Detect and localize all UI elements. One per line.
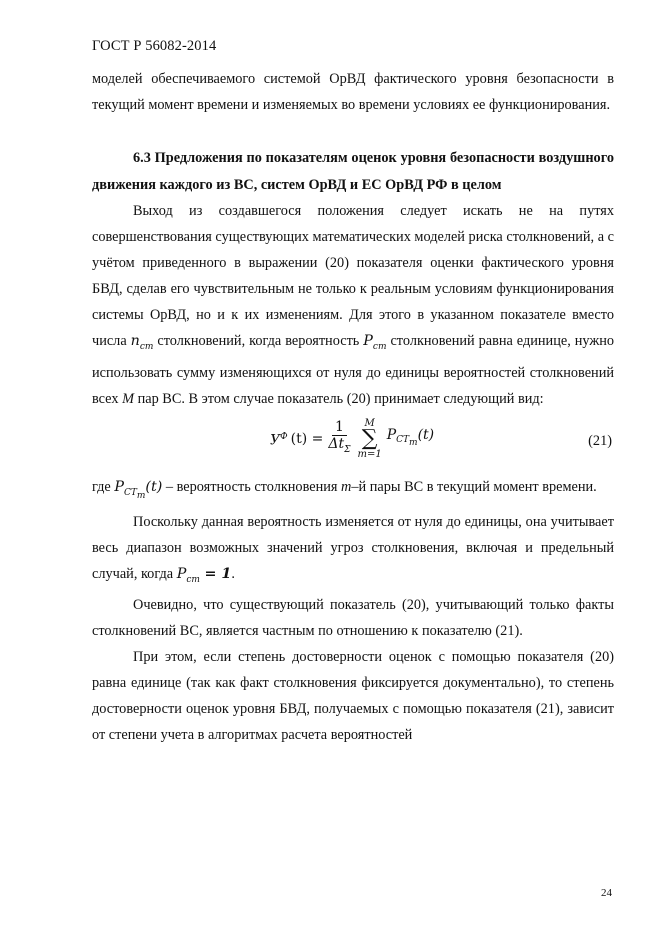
paragraph-1-text-b: столкновений, когда вероятность [157,333,360,349]
fraction-numerator: 1 [332,419,347,436]
symbol-n-st: $n_{ст}$ [130,333,154,352]
page-number: 24 [601,887,612,899]
formula-21 [92,414,614,470]
paragraph-2-text-b: – вероятность столкновения [165,478,338,495]
page-body [92,66,614,748]
paragraph-3 [92,509,614,593]
paragraph-1-text-d: пар ВС. В этом случае показатель (20) принимает следующий вид: [137,390,544,407]
paragraph-1-text-c: столкновений равна единице, нужно использовать сумму изменяющихся от нуля до единицы вероятностей столкновений всех [92,333,615,407]
sum-upper-limit: M [364,417,375,429]
symbol-m: M [122,390,134,407]
formula-argument: (t) = [290,430,324,447]
formula-expression [270,418,434,460]
intro-paragraph: моделей обеспечиваемого системой ОрВД фактического уровня безопасности в текущий момент времени и изменяемых во времени условиях ее функционирования. [92,71,614,113]
standard-title: ГОСТ Р 56082-2014 [92,38,217,54]
equation-number: (21) [588,432,612,449]
paragraph-2 [92,474,614,509]
formula-lhs: $У^Ф$ [270,432,288,449]
symbol-p-st-equals-one: $P_{ст} = 1$ [176,565,232,585]
sigma-symbol: ∑ [361,425,378,451]
paragraph-3-end: . [231,565,235,582]
paragraph-1 [92,198,614,412]
section-heading: 6.3 Предложения по показателям оценок уровня безопасности воздушного движения каждого из ВС, систем ОрВД и ЕС ОрВД РФ в целом [92,150,614,193]
paragraph-1-text-a: Выход из создавшегося положения следует искать не на путях совершенствования существующих математических моделей риска столкновений, а с учётом приведенного в выражении (20) показателя оценки фактического уровня БВД, сделав его чувствительным не только к реальным условиям функционирования системы ОрВД, но и к их изменениям. Для этого в указанном показателе вместо числа [92,203,614,349]
symbol-p-st: $P_{ст}$ [363,333,387,352]
symbol-m-lower: m [341,478,352,495]
paragraph-2-text-c: –й пары ВС в текущий момент времени. [351,478,597,495]
paragraph-5: При этом, если степень достоверности оценок с помощью показателя (20) равна единице (так как факт столкновения фиксируется документально), то степень достоверности оценок уровня БВД, получаемых с помощью показателя (21), зависит от степени учета в алгоритмах расчета вероятностей [92,649,614,744]
symbol-p-ct-m: $P_{CT_m}(t)$ [114,478,163,501]
summation-operator [357,418,381,460]
formula-fraction [328,419,350,459]
summation-term: $P_{CT_m}(t)$ [386,426,435,449]
fraction-denominator: $\Delta t_\Sigma$ [328,435,351,455]
sum-lower-limit: m=1 [357,448,382,460]
paragraph-3-text-a: Поскольку данная вероятность изменяется от нуля до единицы, она учитывает весь диапазон возможных значений угроз столкновения, включая и предельный случай, когда [92,513,614,582]
paragraph-2-text-a: где [92,478,111,495]
paragraph-4: Очевидно, что существующий показатель (20), учитывающий только факты столкновений ВС, является частным по отношению к показателю (21). [92,597,614,640]
paragraph-spacer [92,118,614,145]
document-header [92,38,216,55]
